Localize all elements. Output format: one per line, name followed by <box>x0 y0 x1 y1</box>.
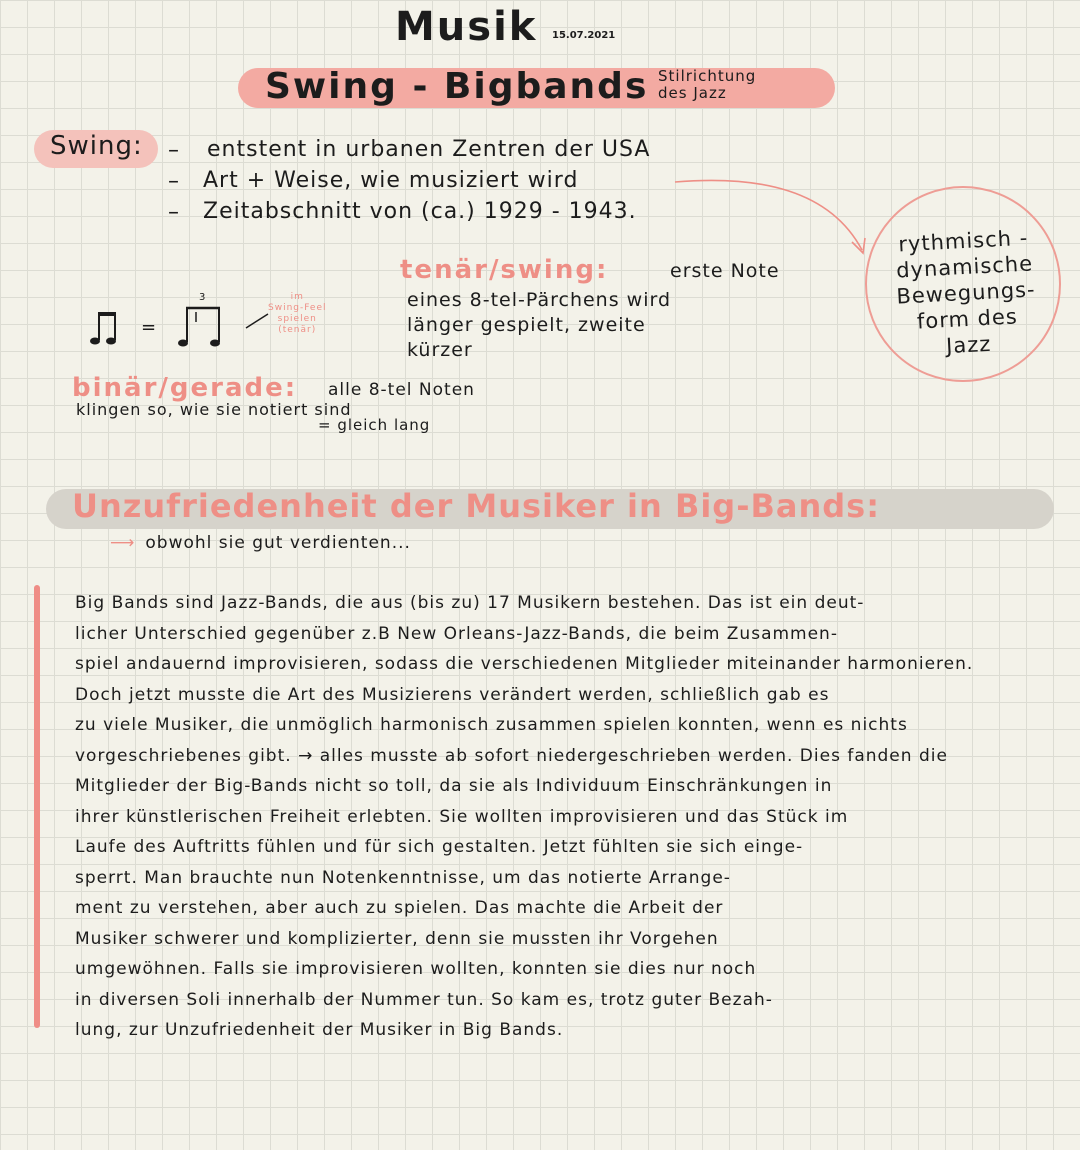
paragraph-line: sperrt. Man brauchte nun Notenkenntnisse, um das notierte Arrange- <box>75 867 731 888</box>
bullet-dash: – <box>168 138 179 163</box>
tenaer-continuation: eines 8-tel-Pärchens wird länger gespielt, zweite kürzer <box>407 289 672 361</box>
swing-bullet-2: Art + Weise, wie musiziert wird <box>203 168 579 193</box>
binaer-text: alle 8-tel Noten <box>328 380 475 400</box>
paragraph-line: Laufe des Auftritts fühlen und für sich gestalten. Jetzt fühlten sie sich einge- <box>75 837 804 857</box>
banner-side-note: Stilrichtung des Jazz <box>658 67 757 102</box>
paragraph-line: ment zu verstehen, aber auch zu spielen. Das machte die Arbeit der <box>75 898 724 918</box>
tenaer-text: erste Note <box>670 260 780 282</box>
section-title: Unzufriedenheit der Musiker in Big-Bands: <box>72 487 880 525</box>
paragraph-line: Musiker schwerer und komplizierter, denn sie mussten ihr Vorgehen <box>75 928 719 949</box>
swing-bullet-1: entstent in urbanen Zentren der USA <box>207 137 651 162</box>
paragraph-line: ihrer künstlerischen Freiheit erlebten. Sie wollten improvisieren und das Stück im <box>75 806 849 827</box>
body-paragraph <box>75 588 1010 1046</box>
binaer-label: binär/gerade: <box>72 373 298 403</box>
rhythm-note-small: im Swing-Feel spielen (tenär) <box>268 292 327 335</box>
paragraph-line: Mitglieder der Big-Bands nicht so toll, da sie als Individuum Einschränkungen in <box>75 776 833 796</box>
page-title: Musik <box>395 4 538 50</box>
rhythm-equals: = <box>141 317 157 338</box>
paragraph-line: licher Unterschied gegenüber z.B New Orleans-Jazz-Bands, die beim Zusammen- <box>75 623 838 644</box>
bullet-dash: – <box>168 169 179 194</box>
paragraph-line: lung, zur Unzufriedenheit der Musiker in Big Bands. <box>75 1020 564 1040</box>
rhythm-notation-icon <box>86 290 276 360</box>
paragraph-line: Doch jetzt musste die Art des Musizierens verändert werden, schließlich gab es <box>75 684 830 705</box>
paragraph-line: zu viele Musiker, die unmöglich harmonisch zusammen spielen konnten, wenn es nichts <box>75 715 908 735</box>
arrow-note-text: obwohl sie gut verdienten... <box>145 533 411 553</box>
paragraph-line: Big Bands sind Jazz-Bands, die aus (bis zu) 17 Musikern bestehen. Das ist ein deut- <box>75 593 865 613</box>
paragraph-line: spiel andauernd improvisieren, sodass die verschiedenen Mitglieder miteinander harmonieren. <box>75 654 974 674</box>
paragraph-line: in diversen Soli innerhalb der Nummer tun. So kam es, trotz guter Bezah- <box>75 989 773 1010</box>
banner-title: Swing - Bigbands <box>265 66 649 107</box>
swing-label: Swing: <box>50 131 143 161</box>
paragraph-line: vorgeschriebenes gibt. → alles musste ab sofort niedergeschrieben werden. Dies fanden die <box>75 745 948 766</box>
binaer-equal-note: = gleich lang <box>318 416 431 434</box>
bullet-dash: – <box>168 200 179 225</box>
swing-bullet-3: Zeitabschnitt von (ca.) 1929 - 1943. <box>203 199 637 224</box>
arrow-note <box>110 533 411 553</box>
paragraph-margin-bar <box>34 585 40 1028</box>
tenaer-label: tenär/swing: <box>400 255 609 285</box>
binaer-continuation: klingen so, wie sie notiert sind <box>76 400 352 419</box>
arrow-to-circle-icon <box>670 170 870 260</box>
arrow-right-icon: ⟶ <box>110 533 136 553</box>
paragraph-line: umgewöhnen. Falls sie improvisieren wollten, konnten sie dies nur noch <box>75 959 757 979</box>
circle-note: rythmisch - dynamische Bewegungs- form des Jazz <box>895 225 1037 359</box>
triplet-number: 3 <box>199 292 206 303</box>
date-label: 15.07.2021 <box>552 30 616 41</box>
